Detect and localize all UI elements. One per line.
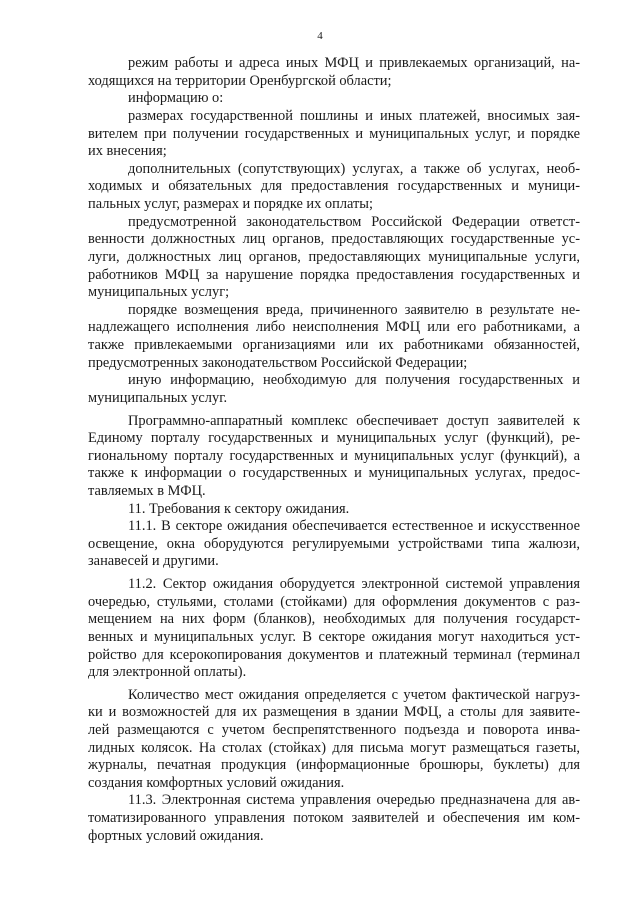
para-damage-compensation xyxy=(88,302,580,372)
text-line: 11.2. Сектор ожидания оборудуется электронной системой управления xyxy=(128,576,580,593)
para-state-duty xyxy=(88,108,580,161)
para-11-3 xyxy=(88,792,580,845)
text-line: ройство для ксерокопирования документов и платежный терминал (терминал xyxy=(88,646,580,663)
document-body xyxy=(88,55,580,845)
text-line: предусмотренной законодательством Российской Федерации ответст- xyxy=(128,213,580,230)
para-mfc-hours xyxy=(88,55,580,90)
text-line: муниципальных услуг; xyxy=(88,284,230,301)
text-line: 11. Требования к сектору ожидания. xyxy=(128,500,350,517)
text-line: также привлекаемыми организациями или их работниками обязанностей, xyxy=(88,336,580,353)
text-line: 11.1. В секторе ожидания обеспечивается естественное и искусственное xyxy=(128,518,580,535)
text-line: журналы, печатная продукция (информационные брошюры, буклеты) для xyxy=(88,757,580,774)
text-line: иную информацию, необходимую для получения государственных и xyxy=(128,372,580,389)
text-line: размерах государственной пошлины и иных платежей, вносимых зая- xyxy=(128,107,580,124)
para-liability xyxy=(88,214,580,302)
text-line: вителем при получении государственных и муниципальных услуг, и порядке xyxy=(88,125,580,142)
text-line: их внесения; xyxy=(88,143,167,160)
text-line: мещением на них форм (бланков), необходимых для получения государст- xyxy=(88,611,580,628)
para-11-2 xyxy=(88,576,580,682)
text-line: дополнительных (сопутствующих) услугах, а также об услугах, необ- xyxy=(128,160,580,177)
para-11-1 xyxy=(88,518,580,571)
text-line: очередью, стульями, столами (стойками) для оформления документов с раз- xyxy=(88,593,580,610)
text-line: пальных услуг, размерах и порядке их оплаты; xyxy=(88,196,373,213)
text-line: работников МФЦ за нарушение порядка предоставления государственных и xyxy=(88,266,580,283)
text-line: создания комфортных условий ожидания. xyxy=(88,774,345,791)
text-line: режим работы и адреса иных МФЦ и привлекаемых организаций, на- xyxy=(128,55,580,71)
text-line: гиональному порталу государственных и муниципальных услуг (функций), а xyxy=(88,447,580,464)
text-line: надлежащего исполнения либо неисполнения МФЦ или его работниками, а xyxy=(88,319,580,336)
text-line: занавесей и другими. xyxy=(88,553,219,570)
text-line: ки и возможностей для их размещения в здании МФЦ, а столы для заявите- xyxy=(88,704,580,721)
text-line: лей размещаются с учетом беспрепятственного подъезда и поворота инва- xyxy=(88,722,580,738)
text-line: томатизированного управления потоком заявителей и обеспечения им ком- xyxy=(88,810,580,827)
text-line: информацию о: xyxy=(128,90,224,107)
para-waiting-places xyxy=(88,687,580,793)
text-line: порядке возмещения вреда, причиненного заявителю в результате не- xyxy=(128,301,580,318)
text-line: луги, должностных лиц органов, предоставляющих муниципальные услуги, xyxy=(88,248,580,265)
text-line: Единому порталу государственных и муниципальных услуг (функций), ре- xyxy=(88,430,580,447)
text-line: Программно-аппаратный комплекс обеспечивает доступ заявителей к xyxy=(128,412,580,429)
text-line: лидных колясок. На столах (стойках) для письма могут размещаться газеты, xyxy=(88,739,580,756)
para-additional-services xyxy=(88,161,580,214)
text-line: ходящихся на территории Оренбургской области; xyxy=(88,72,392,89)
text-line: ходимых и обязательных для предоставления государственных и муници- xyxy=(88,178,580,195)
text-line: освещение, окна оборудуются регулируемыми устройствами типа жалюзи, xyxy=(88,535,580,552)
text-line: венности должностных лиц органов, предоставляющих государственные ус- xyxy=(88,231,580,248)
text-line: фортных условий ожидания. xyxy=(88,827,264,844)
text-line: муниципальных услуг. xyxy=(88,389,228,406)
text-line: для электронной оплаты). xyxy=(88,664,247,681)
text-line: венных и муниципальных услуг. В секторе ожидания могут находиться уст- xyxy=(88,628,580,645)
para-information-about xyxy=(88,90,580,108)
para-section-11 xyxy=(88,501,580,519)
para-hardware-software xyxy=(88,413,580,501)
text-line: тавляемых в МФЦ. xyxy=(88,482,206,499)
para-other-info xyxy=(88,372,580,407)
text-line: 11.3. Электронная система управления очередью предназначена для ав- xyxy=(128,792,580,809)
text-line: предусмотренных законодательством Российской Федерации; xyxy=(88,354,468,371)
text-line: также к информации о государственных и муниципальных услугах, предос- xyxy=(88,465,580,482)
text-line: Количество мест ожидания определяется с учетом фактической нагруз- xyxy=(128,686,580,703)
page-number: 4 xyxy=(317,30,323,42)
